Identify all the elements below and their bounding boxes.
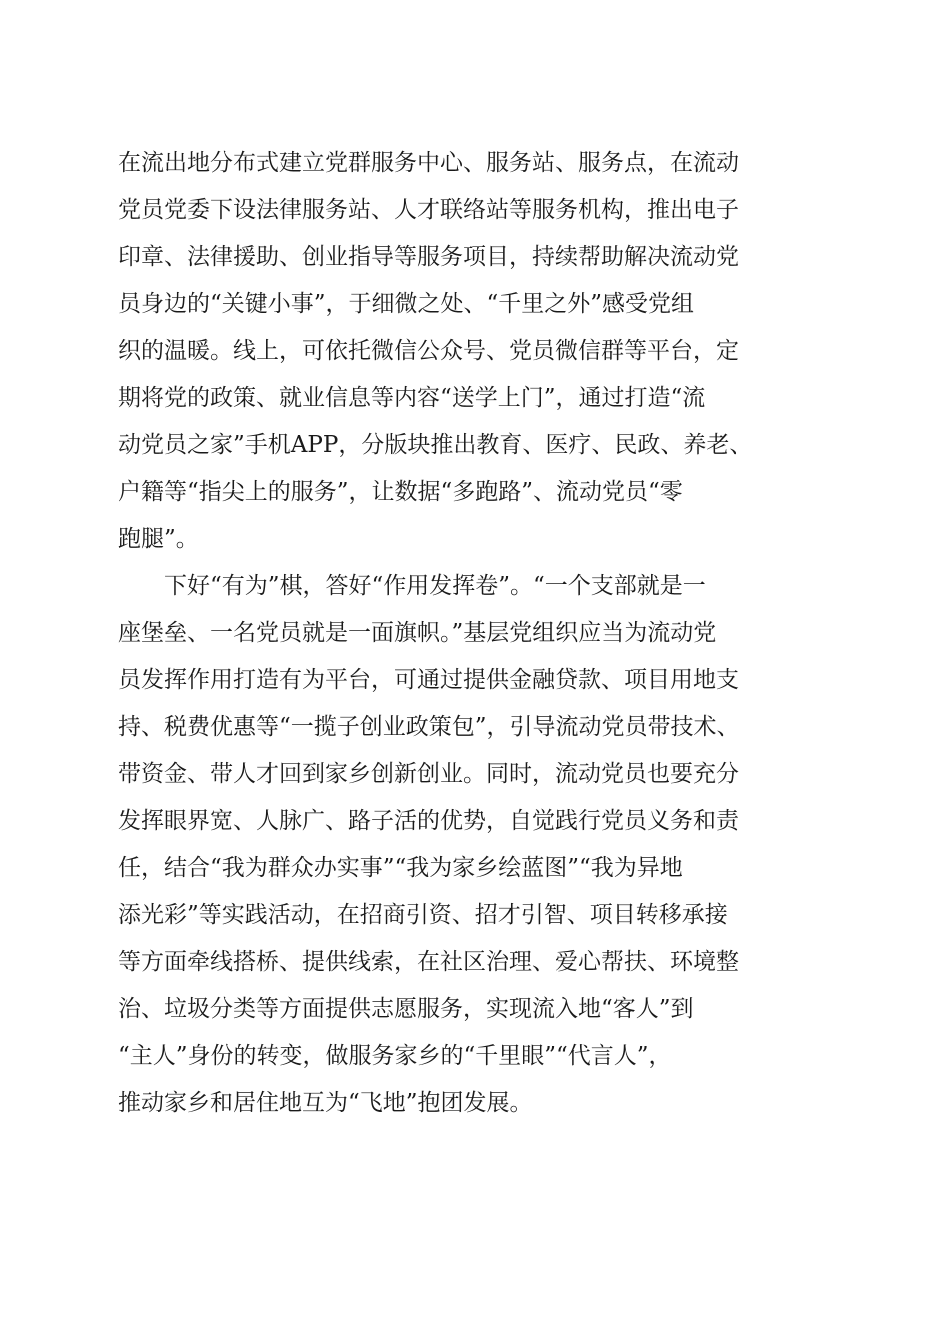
text-line-21: 推动家乡和居住地互为“飞地”抱团发展。 — [118, 1090, 533, 1116]
text-line-6: 期将党的政策、就业信息等内容“送学上门”，通过打造“流 — [118, 385, 706, 411]
text-line-18: 等方面牵线搭桥、提供线索，在社区治理、爱心帮扶、环境整 — [118, 949, 739, 975]
text-line-10: 下好“有为”棋，答好“作用发挥卷”。“一个支部就是一 — [118, 573, 706, 599]
text-line-17: 添光彩”等实践活动，在招商引资、招才引智、项目转移承接 — [118, 902, 728, 928]
text-line-16: 任，结合“我为群众办实事”“我为家乡绘蓝图”“我为异地 — [118, 855, 683, 881]
text-line-1: 在流出地分布式建立党群服务中心、服务站、服务点，在流动 — [118, 150, 739, 176]
text-line-2: 党员党委下设法律服务站、人才联络站等服务机构，推出电子 — [118, 197, 739, 223]
text-line-14: 带资金、带人才回到家乡创新创业。同时，流动党员也要充分 — [118, 761, 739, 787]
text-line-3: 印章、法律援助、创业指导等服务项目，持续帮助解决流动党 — [118, 244, 739, 270]
text-line-19: 治、垃圾分类等方面提供志愿服务，实现流入地“客人”到 — [118, 996, 694, 1022]
text-line-13: 持、税费优惠等“一揽子创业政策包”，引导流动党员带技术、 — [118, 714, 740, 740]
text-line-15: 发挥眼界宽、人脉广、路子活的优势，自觉践行党员义务和责 — [118, 808, 739, 834]
text-line-12: 员发挥作用打造有为平台，可通过提供金融贷款、项目用地支 — [118, 667, 739, 693]
text-line-4: 员身边的“关键小事”，于细微之处、“千里之外”感受党组 — [118, 291, 695, 317]
text-line-7: 动党员之家”手机APP，分版块推出教育、医疗、民政、养老、 — [118, 432, 753, 458]
body-text — [118, 140, 848, 1127]
text-line-8: 户籍等“指尖上的服务”，让数据“多跑路”、流动党员“零 — [118, 479, 683, 505]
text-line-20: “主人”身份的转变，做服务家乡的“千里眼”“代言人”， — [118, 1043, 672, 1069]
text-line-9: 跑腿”。 — [118, 526, 199, 552]
text-line-11: 座堡垒、一名党员就是一面旗帜。”基层党组织应当为流动党 — [118, 620, 717, 646]
text-line-5: 织的温暖。线上，可依托微信公众号、党员微信群等平台，定 — [118, 338, 739, 364]
